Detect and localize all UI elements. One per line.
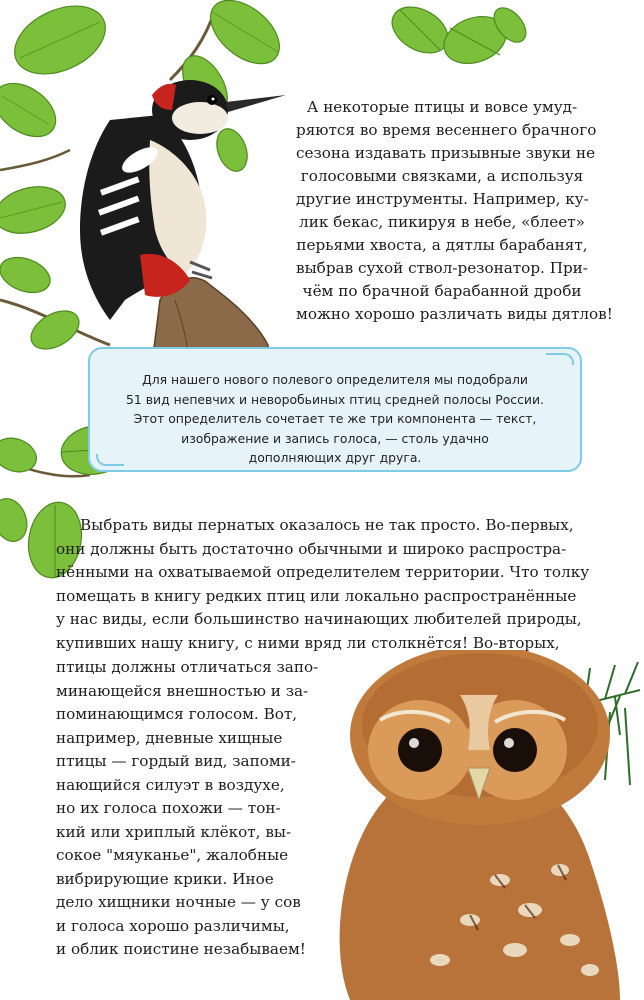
leaves-illustration: [380, 0, 530, 90]
paragraph-line: но их голоса похожи — тон-: [56, 799, 281, 817]
paragraph-line: голосовыми связками, а используя: [300, 167, 584, 185]
paragraph-line: чём по брачной барабанной дроби: [302, 282, 582, 300]
paragraph-line: Выбрать виды пернатых оказалось не так просто. Во-первых,: [80, 516, 574, 534]
owl-paragraph: [56, 656, 356, 962]
paragraph-line: А некоторые птицы и вовсе умуд-: [306, 98, 578, 116]
paragraph-line: например, дневные хищные: [56, 728, 283, 747]
callout-line: Этот определитель сочетает те же три компонента — текст,: [133, 411, 537, 426]
paragraph-line: дело хищники ночные — у сов: [56, 893, 301, 911]
callout-line: изображение и запись голоса, — столь удачно: [181, 430, 489, 446]
paragraph-line: перьями хвоста, а дятлы барабанят,: [296, 236, 588, 254]
paragraph-line: сокое "мяуканье", жалобные: [56, 846, 289, 864]
info-callout-box: [88, 347, 582, 472]
callout-line: Для нашего нового полевого определителя мы подобрали: [142, 372, 528, 387]
paragraph-line: сезона издавать призывные звуки не: [296, 144, 596, 162]
owl-illustration: [320, 650, 644, 1000]
paragraph-line: птицы должны отличаться запо-: [56, 658, 319, 676]
paragraph-line: можно хорошо различать виды дятлов!: [296, 305, 613, 323]
paragraph-line: нающийся силуэт в воздухе,: [56, 775, 285, 794]
paragraph-line: вибрирующие крики. Иное: [56, 869, 274, 888]
paragraph-line: нёнными на охватываемой определителем территории. Что толку: [56, 563, 590, 581]
callout-line: 51 вид непевчих и неворобьиных птиц средней полосы России.: [126, 391, 544, 407]
paragraph-line: помещать в книгу редких птиц или локально распространённые: [56, 586, 577, 605]
paragraph-line: и голоса хорошо различимы,: [56, 916, 290, 935]
selection-paragraph: [56, 514, 590, 655]
paragraph-line: другие инструменты. Например, ку-: [296, 190, 589, 208]
paragraph-line: ряются во время весеннего брачного: [296, 121, 597, 139]
paragraph-line: поминающимся голосом. Вот,: [56, 705, 298, 723]
intro-paragraph: [296, 96, 613, 326]
paragraph-line: они должны быть достаточно обычными и широко распростра-: [56, 539, 567, 558]
paragraph-line: лик бекас, пикируя в небе, «блеет»: [299, 213, 585, 231]
paragraph-line: выбрав сухой ствол-резонатор. При-: [296, 259, 588, 277]
paragraph-line: и облик поистине незабываем!: [56, 940, 306, 958]
paragraph-line: птицы — гордый вид, запоми-: [56, 752, 296, 770]
paragraph-line: минающейся внешностью и за-: [56, 681, 309, 700]
paragraph-line: кий или хриплый клёкот, вы-: [56, 822, 292, 841]
woodpecker-illustration: [0, 0, 300, 380]
paragraph-line: у нас виды, если большинство начинающих любителей природы,: [56, 610, 582, 628]
paragraph-line: купивших нашу книгу, с ними вряд ли столкнётся! Во-вторых,: [56, 633, 560, 652]
info-callout-text: [110, 370, 560, 468]
callout-line: дополняющих друг друга.: [248, 450, 422, 465]
